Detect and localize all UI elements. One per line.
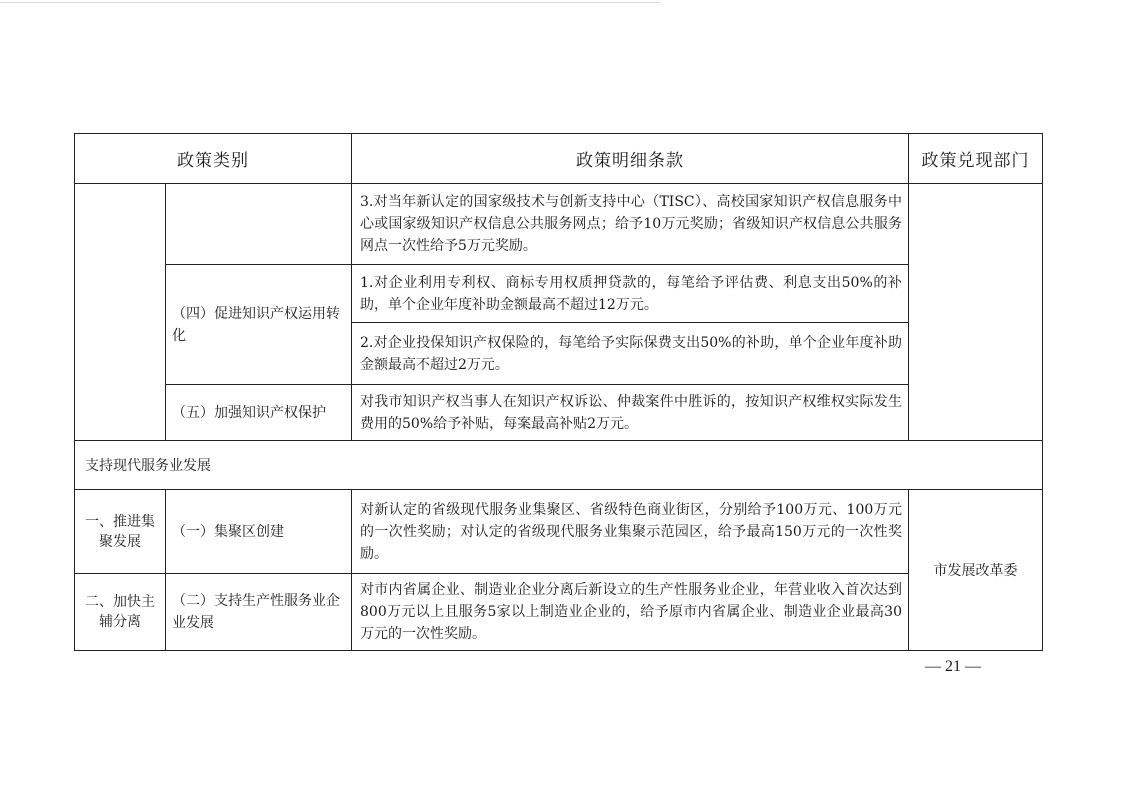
policy-table: [74, 133, 1043, 651]
header-clause: 政策明细条款: [352, 134, 909, 184]
clause-cluster-award: 对新认定的省级现代服务业集聚区、省级特色商业街区，分别给予100万元、100万元的一次性奖励；对认定的省级现代服务业集聚示范园区，给予最高150万元的一次性奖励。: [352, 490, 909, 574]
category-cluster-creation: （一）集聚区创建: [166, 490, 352, 574]
ip-department-empty: [909, 184, 1043, 441]
table-row: [75, 184, 1043, 265]
table-row: [75, 265, 1043, 323]
section-title: 支持现代服务业发展: [75, 441, 1043, 490]
header-department: 政策兑现部门: [909, 134, 1043, 184]
clause-pledge-loan: 1.对企业利用专利权、商标专用权质押贷款的，每笔给予评估费、利息支出50%的补助，单个企业年度补助金额最高不超过12万元。: [352, 265, 909, 323]
clause-ip-insurance: 2.对企业投保知识产权保险的，每笔给予实际保费支出50%的补助，单个企业年度补助金额最高不超过2万元。: [352, 323, 909, 385]
clause-litigation-subsidy: 对我市知识产权当事人在知识产权诉讼、仲裁案件中胜诉的，按知识产权维权实际发生费用的50%给予补贴，每案最高补贴2万元。: [352, 385, 909, 441]
table-header-row: [75, 134, 1043, 184]
table-row: [75, 385, 1043, 441]
table-row: [75, 490, 1043, 574]
table-row: [75, 441, 1043, 490]
category-producer-services: （二）支持生产性服务业企业发展: [166, 574, 352, 651]
clause-tisc: 3.对当年新认定的国家级技术与创新支持中心（TISC）、高校国家知识产权信息服务中心或国家级知识产权信息公共服务网点；给予10万元奖励；省级知识产权信息公共服务网点一次性给予5万元奖励。: [352, 184, 909, 265]
clause-producer-services-award: 对市内省属企业、制造业企业分离后新设立的生产性服务业企业，年营业收入首次达到800万元以上且服务5家以上制造业企业的，给予原市内省属企业、制造业企业最高30万元的一次性奖励。: [352, 574, 909, 651]
ip-cat2-empty: [166, 184, 352, 265]
ip-cat1-empty: [75, 184, 166, 441]
page-number: — 21 —: [925, 658, 981, 675]
header-category: 政策类别: [75, 134, 352, 184]
category-separation: 二、加快主辅分离: [75, 574, 166, 651]
scan-edge-line: [0, 2, 660, 3]
category-cluster-development: 一、推进集聚发展: [75, 490, 166, 574]
category-ip-protection: （五）加强知识产权保护: [166, 385, 352, 441]
department-ndrc: 市发展改革委: [909, 490, 1043, 651]
table-row: [75, 574, 1043, 651]
category-ip-utilization: （四）促进知识产权运用转化: [166, 265, 352, 385]
